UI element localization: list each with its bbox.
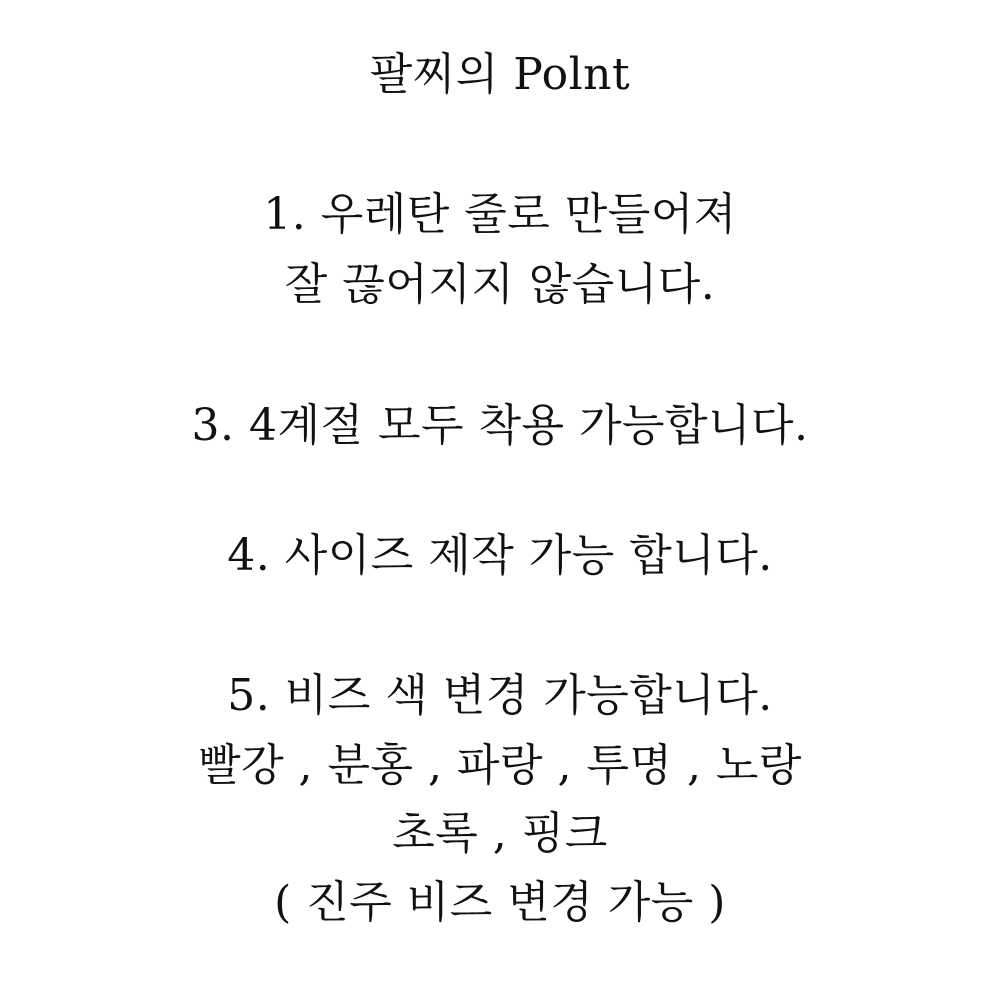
point-5-colors-line-2: 초록 , 핑크 [392, 808, 608, 859]
point-5-colors-line-1: 빨강 , 분홍 , 파랑 , 투명 , 노랑 [198, 740, 802, 791]
point-1-line-1: 1. 우레탄 줄로 만들어져 [263, 189, 737, 240]
point-5-line-1: 5. 비즈 색 변경 가능합니다. [227, 670, 773, 721]
point-4: 4. 사이즈 제작 가능 합니다. [227, 530, 773, 581]
point-1-line-2: 잘 끊어지지 않습니다. [284, 259, 716, 310]
page-title: 팔찌의 Polnt [369, 49, 631, 100]
point-3: 3. 4계절 모두 착용 가능합니다. [191, 400, 809, 451]
point-5-note: ( 진주 비즈 변경 가능 ) [274, 877, 726, 928]
